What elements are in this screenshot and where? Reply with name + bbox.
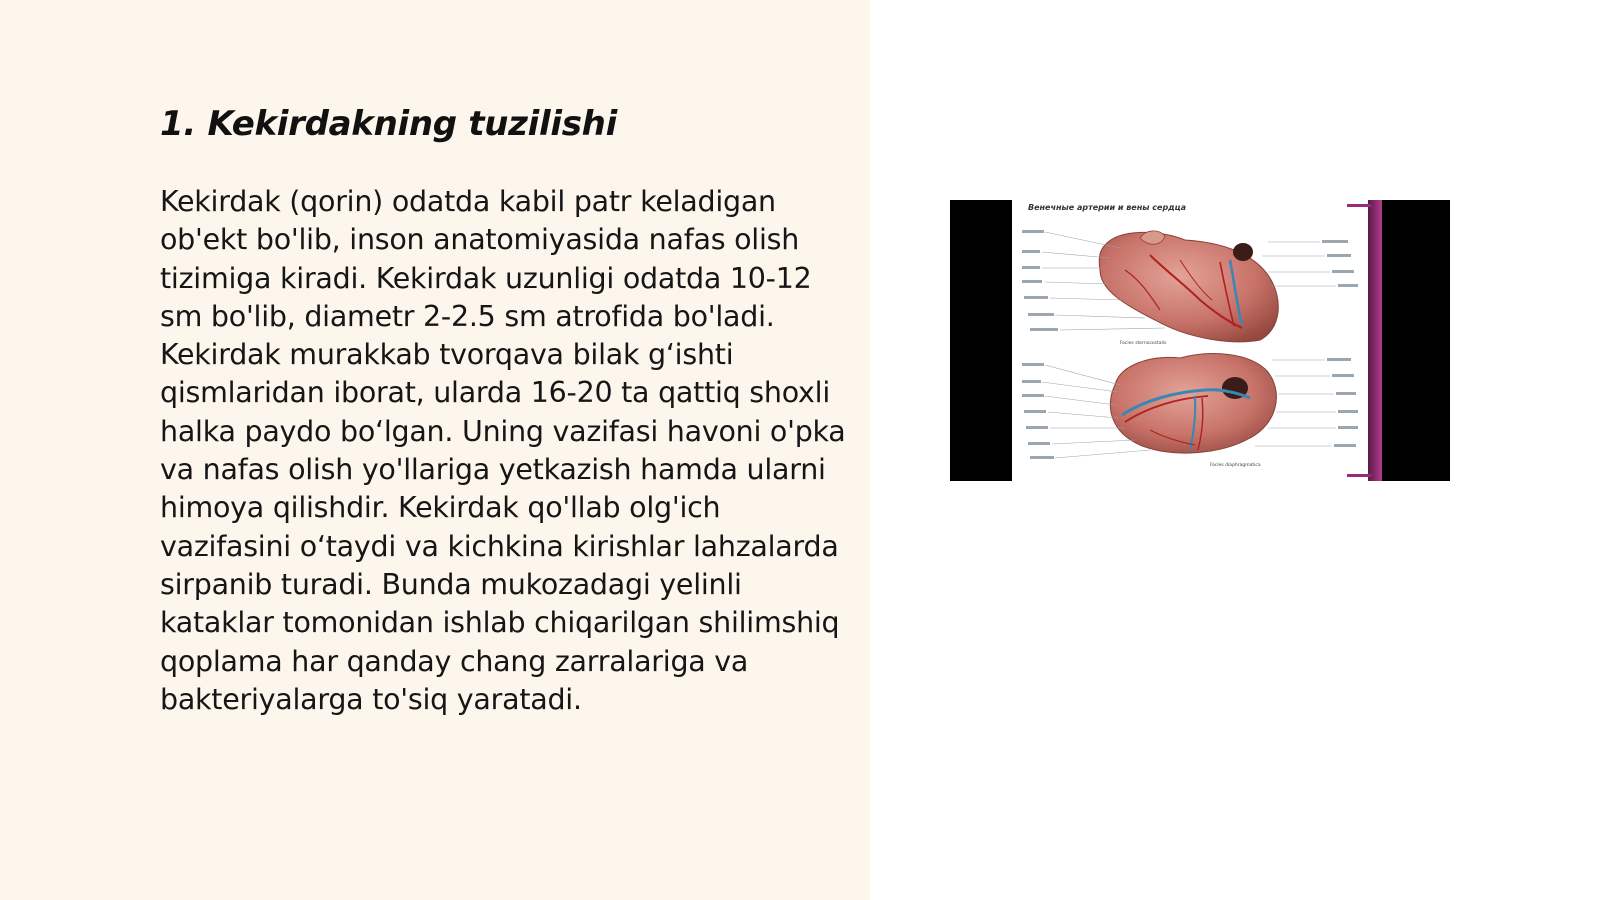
heart-illustration: [950, 200, 1450, 481]
figure-caption: Венечные артерии и вены сердца: [1028, 203, 1186, 212]
magenta-edge: [1368, 200, 1382, 481]
slide-title: 1. Kekirdakning tuzilishi: [160, 104, 617, 144]
right-black-bar: [1382, 200, 1450, 481]
figure-label-bottom: Facies diaphragmatica: [1210, 463, 1261, 468]
figure-label-top: Facies sternocostalis: [1120, 341, 1167, 346]
heart-anatomy-figure: [950, 200, 1450, 481]
slide-body-text: Kekirdak (qorin) odatda kabil patr keladigan ob'ekt bo'lib, inson anatomiyasida nafas olish tizimiga kiradi. Kekirdak uzunligi odatda 10-12 sm bo'lib, diametr 2-2.5 sm atrofida bo'ladi. Kekirdak murakkab tvorqava bilak g‘ishti qismlaridan iborat, ularda 16-20 ta qattiq shoxli halka paydo bo‘lgan. Uning vazifasi havoni o'pka va nafas olish yo'llariga yetkazish hamda ularni himoya qilishdir. Kekirdak qo'llab olg'ich vazifasini o‘taydi va kichkina kirishlar lahzalarda sirpanib turadi. Bunda mukozadagi yelinli kataklar tomonidan ishlab chiqarilgan shilimshiq qoplama har qanday chang zarralariga va bakteriyalarga to'siq yaratadi.: [160, 185, 846, 716]
left-black-bar: [950, 200, 1012, 481]
